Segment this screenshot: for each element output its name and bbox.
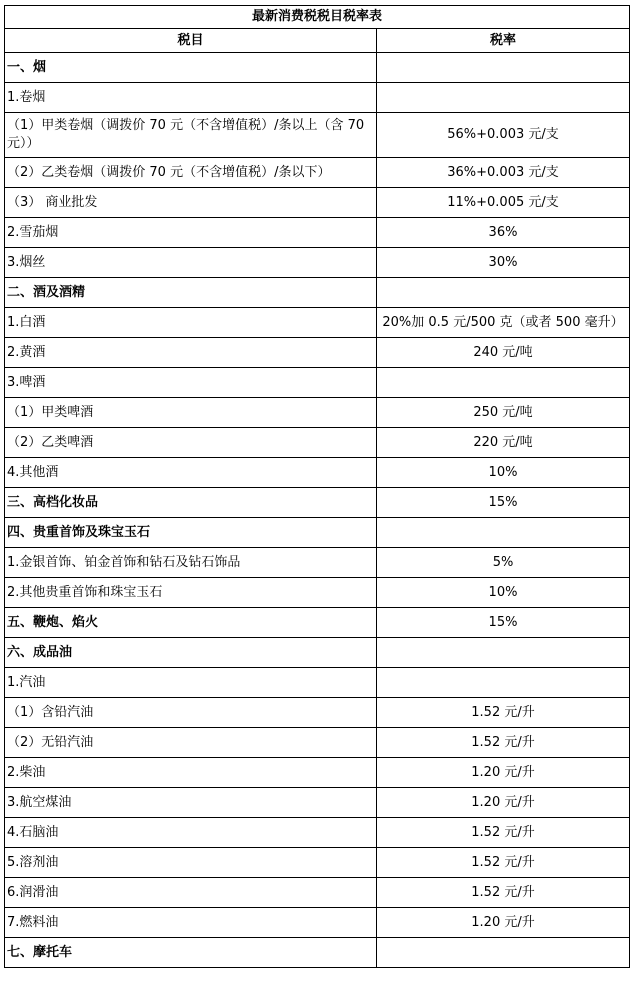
tax-rate-cell: 10% xyxy=(377,578,630,608)
tax-item-cell: （1）含铅汽油 xyxy=(5,698,377,728)
header-rate: 税率 xyxy=(377,29,630,53)
table-row xyxy=(5,788,630,818)
tax-rate-cell: 1.20 元/升 xyxy=(377,758,630,788)
table-row xyxy=(5,53,630,83)
tax-rate-cell: 56%+0.003 元/支 xyxy=(377,113,630,158)
table-row xyxy=(5,938,630,968)
tax-item-cell: 2.黄酒 xyxy=(5,338,377,368)
tax-rate-cell xyxy=(377,938,630,968)
tax-rate-cell: 30% xyxy=(377,248,630,278)
table-row xyxy=(5,848,630,878)
tax-rate-cell: 36% xyxy=(377,218,630,248)
tax-rate-cell: 1.52 元/升 xyxy=(377,848,630,878)
tax-rate-cell: 240 元/吨 xyxy=(377,338,630,368)
tax-item-cell: 7.燃料油 xyxy=(5,908,377,938)
tax-item-cell: 4.石脑油 xyxy=(5,818,377,848)
tax-rate-cell xyxy=(377,53,630,83)
table-row xyxy=(5,278,630,308)
table-row xyxy=(5,488,630,518)
table-row xyxy=(5,728,630,758)
tax-item-cell: 四、贵重首饰及珠宝玉石 xyxy=(5,518,377,548)
table-row xyxy=(5,188,630,218)
table-row xyxy=(5,428,630,458)
table-row xyxy=(5,608,630,638)
table-row xyxy=(5,758,630,788)
tax-rate-cell xyxy=(377,278,630,308)
tax-rate-table xyxy=(4,5,630,968)
tax-item-cell: 1.汽油 xyxy=(5,668,377,698)
tax-item-cell: （1）甲类啤酒 xyxy=(5,398,377,428)
header-item: 税目 xyxy=(5,29,377,53)
tax-rate-cell: 15% xyxy=(377,608,630,638)
table-row xyxy=(5,83,630,113)
header-row xyxy=(5,29,630,53)
tax-rate-cell xyxy=(377,368,630,398)
table-row xyxy=(5,158,630,188)
tax-rate-cell: 1.52 元/升 xyxy=(377,878,630,908)
tax-item-cell: 二、酒及酒精 xyxy=(5,278,377,308)
tax-item-cell: 1.卷烟 xyxy=(5,83,377,113)
table-row xyxy=(5,668,630,698)
tax-item-cell: 1.白酒 xyxy=(5,308,377,338)
tax-item-cell: 3.啤酒 xyxy=(5,368,377,398)
tax-item-cell: 1.金银首饰、铂金首饰和钻石及钻石饰品 xyxy=(5,548,377,578)
tax-item-cell: 六、成品油 xyxy=(5,638,377,668)
tax-item-cell: 2.雪茄烟 xyxy=(5,218,377,248)
table-row xyxy=(5,818,630,848)
table-row xyxy=(5,368,630,398)
tax-item-cell: 一、烟 xyxy=(5,53,377,83)
tax-item-cell: （2）无铅汽油 xyxy=(5,728,377,758)
tax-rate-cell: 1.52 元/升 xyxy=(377,728,630,758)
table-row xyxy=(5,113,630,158)
table-row xyxy=(5,548,630,578)
table-row xyxy=(5,638,630,668)
table-row xyxy=(5,878,630,908)
tax-item-cell: 七、摩托车 xyxy=(5,938,377,968)
table-row xyxy=(5,698,630,728)
tax-item-cell: 2.其他贵重首饰和珠宝玉石 xyxy=(5,578,377,608)
tax-rate-cell: 1.52 元/升 xyxy=(377,818,630,848)
tax-item-cell: （2）乙类卷烟（调拨价 70 元（不含增值税）/条以下） xyxy=(5,158,377,188)
table-row xyxy=(5,398,630,428)
tax-rate-cell xyxy=(377,638,630,668)
tax-rate-cell: 220 元/吨 xyxy=(377,428,630,458)
table-row xyxy=(5,908,630,938)
table-row xyxy=(5,248,630,278)
tax-rate-cell: 11%+0.005 元/支 xyxy=(377,188,630,218)
tax-rate-cell: 1.52 元/升 xyxy=(377,698,630,728)
tax-item-cell: 5.溶剂油 xyxy=(5,848,377,878)
tax-rate-cell: 20%加 0.5 元/500 克（或者 500 毫升） xyxy=(377,308,630,338)
table-row xyxy=(5,578,630,608)
tax-item-cell: 4.其他酒 xyxy=(5,458,377,488)
table-row xyxy=(5,518,630,548)
table-row xyxy=(5,308,630,338)
tax-item-cell: 3.航空煤油 xyxy=(5,788,377,818)
tax-rate-cell: 15% xyxy=(377,488,630,518)
tax-item-cell: （1）甲类卷烟（调拨价 70 元（不含增值税）/条以上（含 70 元）） xyxy=(5,113,377,158)
tax-rate-cell xyxy=(377,83,630,113)
tax-rate-cell xyxy=(377,518,630,548)
tax-rate-cell: 1.20 元/升 xyxy=(377,788,630,818)
tax-rate-cell: 36%+0.003 元/支 xyxy=(377,158,630,188)
table-title: 最新消费税税目税率表 xyxy=(5,6,630,29)
tax-item-cell: （2）乙类啤酒 xyxy=(5,428,377,458)
tax-rate-cell xyxy=(377,668,630,698)
tax-rate-cell: 1.20 元/升 xyxy=(377,908,630,938)
table-row xyxy=(5,338,630,368)
tax-item-cell: 五、鞭炮、焰火 xyxy=(5,608,377,638)
tax-rate-cell: 10% xyxy=(377,458,630,488)
table-row xyxy=(5,218,630,248)
tax-rate-cell: 5% xyxy=(377,548,630,578)
title-row xyxy=(5,6,630,29)
tax-item-cell: 3.烟丝 xyxy=(5,248,377,278)
table-row xyxy=(5,458,630,488)
tax-item-cell: 6.润滑油 xyxy=(5,878,377,908)
tax-rate-cell: 250 元/吨 xyxy=(377,398,630,428)
tax-item-cell: （3） 商业批发 xyxy=(5,188,377,218)
tax-item-cell: 2.柴油 xyxy=(5,758,377,788)
tax-item-cell: 三、高档化妆品 xyxy=(5,488,377,518)
